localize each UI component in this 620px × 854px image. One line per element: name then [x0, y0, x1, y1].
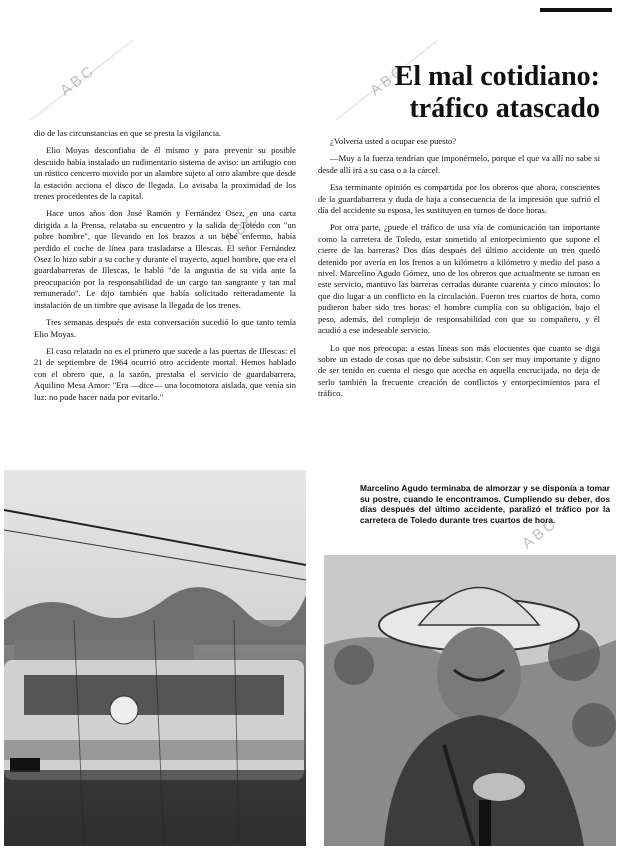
headline-line-1: El mal cotidiano: — [394, 61, 600, 92]
photo-caption: Marcelino Agudo terminaba de almorzar y se disponía a tomar su postre, cuando le encontramos. Cumpliendo su deber, dos días después del último accidente, paralizó el tráfico por la carretera de Toledo durante tres cuartos de hora. — [360, 483, 610, 525]
paragraph: dio de las circunstancias en que se presta la vigilancia. — [34, 128, 222, 138]
paragraph: ¿Volvería usted a ocupar ese puesto? — [330, 136, 457, 146]
car-at-level-crossing-photo — [4, 470, 306, 846]
page-top-rule — [540, 8, 612, 12]
photo-illustration — [324, 555, 616, 846]
left-text-column — [34, 128, 296, 409]
paragraph: Elio Moyas desconfiaba de él mismo y para prevenir su posible descuido había instalado un rudimentario sistema de aviso: un artilugio con un rústico cencerro movido por un alambre sujeto al otro alambre que desde la estación acciona el disco de llegada. Lo avisaba la proximidad de los trenes procedentes de la capital. — [34, 145, 296, 202]
paragraph: Esa terminante opinión es compartida por los obreros que ahora, conscientes de la guardabarrera y duda de baja a consecuencia de la impresión que sufrió el día del accidente su esposa, les sustituyen en turnos de doce horas. — [318, 182, 600, 216]
headline-line-2: tráfico atascado — [409, 93, 600, 124]
paragraph: Hace unos años don José Ramón y Fernández Osez, en una carta dirigida a la Prensa, relataba su encuentro y la salida de Toledo con "un pobre hombre", que llevando en los brazos a un bebé enfermo, había perdido el coche de línea para trasladarse a Illescas. El señor Fernández Osez lo hizo subir a su coche y durante el trayecto, aquel hombre, que era el guardabarreras de Illescas, le habló "de la angustia de su vida ante la preocupación por la responsabilidad de un cargo tan sangrante y tan mal remunerado". Le dijo también que había solicitado reiteradamente la instalación de un timbre que avisase la llegada de los trenes. — [34, 208, 296, 310]
watermark-line — [30, 40, 133, 121]
paragraph: Lo que nos preocupa: a estas líneas son más elocuentes que cuanto se diga sobre un estado de cosas que no debe subsistir. Con ser muy importante y digno de ser tenido en cuenta el riesgo que acecha en aquella encrucijada, no deja de serlo también la frecuente creación de conflictos y entorpecimientos para el tráfico. — [318, 342, 600, 399]
paragraph: Tres semanas después de esta conversación sucedió lo que tanto temía Elio Moyas. — [34, 317, 296, 339]
guardabarrera-portrait-photo — [324, 555, 616, 846]
right-text-column — [318, 136, 600, 406]
paragraph: El caso relatado no es el primero que sucede a las puertas de Illescas: el 21 de septiembre de 1964 ocurrió otro accidente mortal. Hemos hablado con el obrero que, a la sazón, prestaba el servicio de guardabarrera, Aquilino Mesa Amor: "Era —dice— una locomotora aislada, que venía sin luz: no pude hacer nada por evitarlo." — [34, 345, 296, 402]
watermark: ABC — [366, 61, 409, 100]
photo-illustration — [4, 470, 306, 846]
paragraph: —Muy a la fuerza tendrían que imponérmelo, porque el que va allí no sabe si desde allí irá a su casa o a la cárcel. — [318, 153, 600, 175]
watermark: ABC — [518, 514, 561, 553]
watermark: ABC — [56, 61, 99, 100]
paragraph: Por otra parte, ¿puede el tráfico de una vía de comunicación tan importante como la carretera de Toledo, estar sometido al entorpecimiento que supone el cierre de las barreras? Dos días después del último accidente un tren quedó detenido por avería en los frenos a un kilómetro a kilómetro y medio del paso a nivel. Marcelino Agudo Gómez, uno de los obreros que actualmente se turnan en este servicio, mantuvo las barreras cerradas durante cuarenta y cinco minutos: lo que dio lugar a un conflicto en la circulación. Fueron tres cuartos de hora, como pudieron haber sido tres horas: el hombre cumplía con su obligación, bajo el peso, además, del complejo de responsabilidad con que su compañero, y él acudió a ese indeseable servicio. — [318, 222, 600, 336]
watermark: ABC — [220, 209, 263, 248]
